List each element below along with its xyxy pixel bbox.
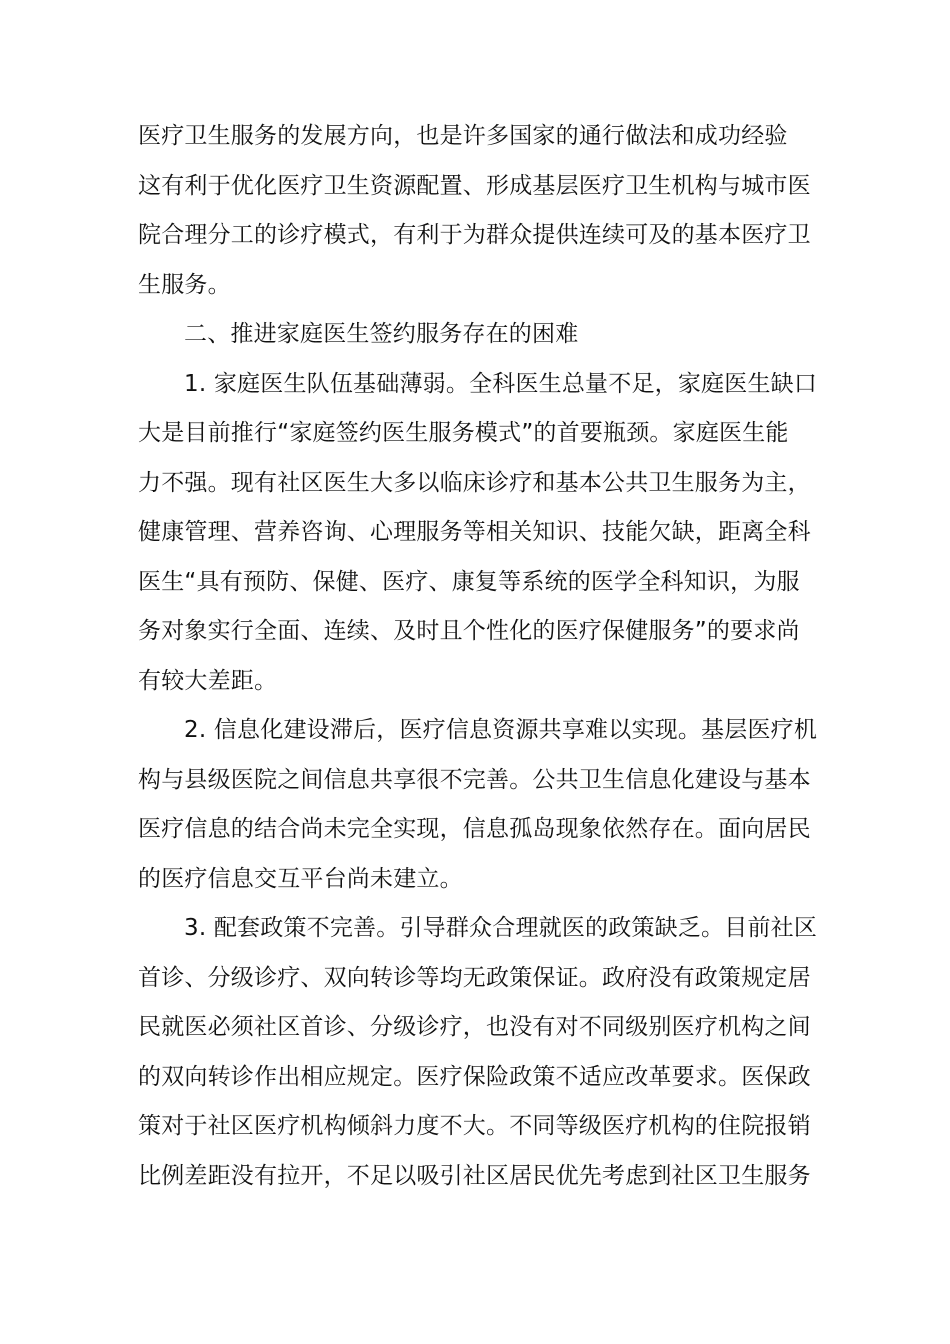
text-line: 的医疗信息交互平台尚未建立。: [138, 865, 463, 892]
text-line: 有较大差距。: [138, 667, 278, 694]
text-line: 医疗信息的结合尚未完全实现，信息孤岛现象依然存在。面向居民: [138, 816, 811, 842]
text-line: 首诊、分级诊疗、双向转诊等均无政策保证。政府没有政策规定居: [138, 964, 811, 991]
text-line: 务对象实行全面、连续、及时且个性化的医疗保健服务”的要求尚: [138, 618, 800, 644]
text-line: 这有利于优化医疗卫生资源配置、形成基层医疗卫生机构与城市医: [138, 172, 811, 199]
text-line: 构与县级医院之间信息共享很不完善。公共卫生信息化建设与基本: [138, 766, 811, 793]
text-line: 健康管理、营养咨询、心理服务等相关知识、技能欠缺，距离全科: [138, 519, 811, 545]
text-line: 策对于社区医疗机构倾斜力度不大。不同等级医疗机构的住院报销: [138, 1113, 811, 1139]
text-line: 医疗卫生服务的发展方向，也是许多国家的通行做法和成功经验: [138, 123, 788, 149]
text-line: 1. 家庭医生队伍基础薄弱。全科医生总量不足，家庭医生缺口: [184, 370, 818, 397]
document-body: [138, 112, 828, 1201]
text-line: 的双向转诊作出相应规定。医疗保险政策不适应改革要求。医保政: [138, 1063, 811, 1090]
text-line: 2. 信息化建设滞后，医疗信息资源共享难以实现。基层医疗机: [184, 717, 818, 743]
text-line: 大是目前推行“家庭签约医生服务模式”的首要瓶颈。家庭医生能: [138, 420, 789, 446]
text-line: 民就医必须社区首诊、分级诊疗，也没有对不同级别医疗机构之间: [138, 1014, 811, 1040]
text-line: 3. 配套政策不完善。引导群众合理就医的政策缺乏。目前社区: [184, 915, 818, 941]
text-line: 医生“具有预防、保健、医疗、康复等系统的医学全科知识，为服: [138, 568, 800, 595]
text-line: 二、推进家庭医生签约服务存在的困难: [184, 321, 579, 347]
text-line: 院合理分工的诊疗模式，有利于为群众提供连续可及的基本医疗卫: [138, 222, 811, 248]
text-line: 力不强。现有社区医生大多以临床诊疗和基本公共卫生服务为主，: [138, 469, 811, 496]
text-line: 比例差距没有拉开，不足以吸引社区居民优先考虑到社区卫生服务: [138, 1162, 811, 1189]
text-line: 生服务。: [138, 271, 231, 298]
